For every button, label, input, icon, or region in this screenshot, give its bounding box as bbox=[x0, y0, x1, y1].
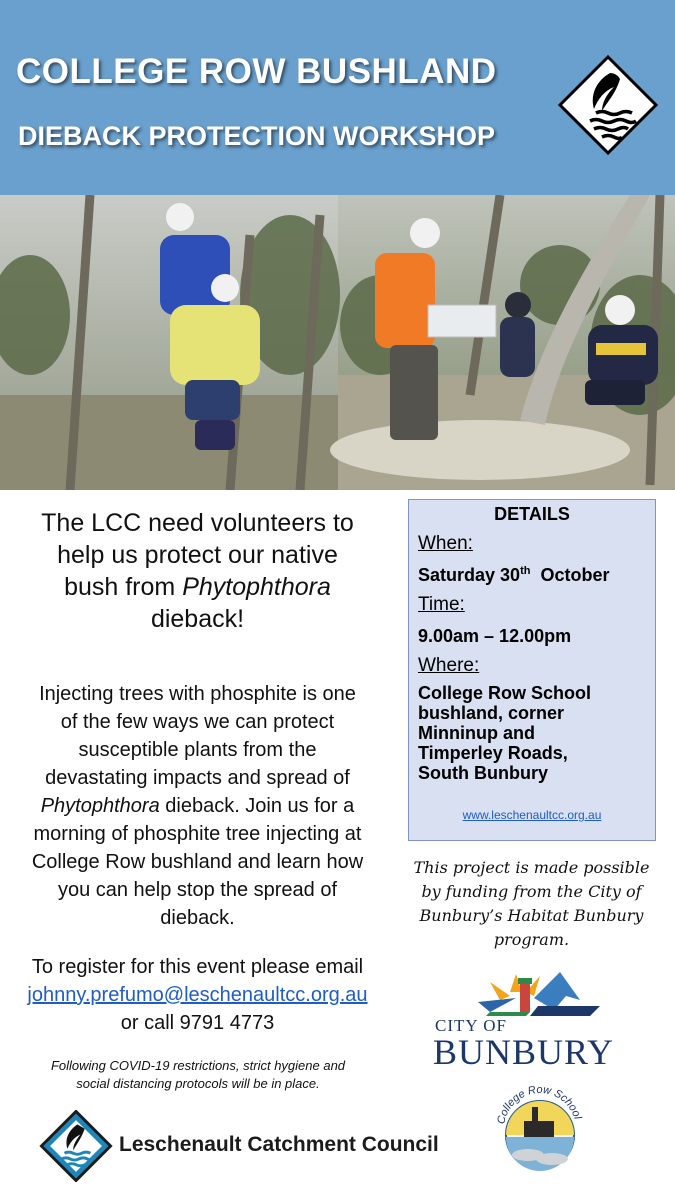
lead-species-name: Phytophthora bbox=[182, 573, 331, 601]
description-paragraph bbox=[0, 680, 395, 932]
where-line: College Row School bbox=[418, 683, 592, 703]
where-value bbox=[418, 683, 591, 783]
covid-line: social distancing protocols will be in place. bbox=[76, 1076, 320, 1091]
body-species-name: Phytophthora bbox=[40, 795, 160, 817]
body-line: susceptible plants from the bbox=[78, 739, 317, 761]
funding-note bbox=[404, 856, 659, 952]
time-label: Time: bbox=[418, 594, 465, 615]
body-line: of the few ways we can protect bbox=[60, 711, 335, 733]
body-line bbox=[0, 792, 395, 820]
lead-paragraph bbox=[0, 507, 395, 635]
register-line: To register for this event please email bbox=[31, 956, 364, 978]
details-heading: DETAILS bbox=[494, 504, 570, 524]
funding-line: Bunbury’s Habitat Bunbury bbox=[419, 906, 644, 925]
funding-line: by funding from the City of bbox=[421, 882, 642, 901]
lead-line: The LCC need volunteers to bbox=[41, 509, 354, 537]
register-info bbox=[0, 953, 395, 1037]
lead-line: dieback! bbox=[150, 605, 245, 633]
time-value: 9.00am – 12.00pm bbox=[418, 626, 572, 646]
when-day: Saturday 30 bbox=[418, 565, 521, 585]
school-logo-text: College Row School bbox=[495, 1083, 584, 1126]
website-link[interactable]: www.leschenaultcc.org.au bbox=[462, 808, 602, 822]
volunteers-photo bbox=[0, 195, 675, 490]
when-label: When: bbox=[418, 533, 473, 554]
poster-subtitle: DIEBACK PROTECTION WORKSHOP bbox=[18, 121, 496, 151]
where-line: South Bunbury bbox=[418, 763, 548, 783]
when-value bbox=[418, 565, 609, 586]
lead-line bbox=[0, 571, 395, 603]
bunbury-wordmark: BUNBURY bbox=[433, 1032, 615, 1072]
register-phone: or call 9791 4773 bbox=[120, 1012, 275, 1034]
where-line: Timperley Roads, bbox=[418, 743, 568, 763]
body-line: dieback. bbox=[160, 907, 235, 929]
college-row-school-logo-icon bbox=[488, 1077, 592, 1181]
lcc-logo-icon bbox=[38, 1110, 114, 1182]
header-banner bbox=[0, 0, 675, 195]
where-line: bushland, corner bbox=[418, 703, 565, 723]
poster-title: COLLEGE ROW BUSHLAND bbox=[16, 52, 497, 91]
covid-line: Following COVID-19 restrictions, strict hygiene and bbox=[50, 1058, 346, 1073]
register-email-link[interactable]: johnny.prefumo@leschenaultcc.org.au bbox=[27, 984, 368, 1006]
lead-line-prefix: bush from bbox=[64, 573, 183, 601]
city-of-label: CITY OF bbox=[435, 1016, 508, 1035]
funding-line: program. bbox=[493, 930, 570, 949]
body-line-rest: dieback. Join us for a bbox=[159, 795, 355, 817]
organisation-name: Leschenault Catchment Council bbox=[119, 1133, 439, 1156]
body-line: you can help stop the spread of bbox=[57, 879, 338, 901]
lcc-logo-icon bbox=[558, 55, 658, 155]
where-label: Where: bbox=[418, 655, 480, 676]
body-line: Injecting trees with phosphite is one bbox=[39, 683, 356, 705]
details-box bbox=[408, 499, 656, 841]
when-month: October bbox=[530, 565, 610, 585]
where-line: Minninup and bbox=[418, 723, 535, 743]
funding-line: This project is made possible bbox=[413, 858, 650, 877]
body-line: morning of phosphite tree injecting at bbox=[33, 823, 362, 845]
covid-notice bbox=[18, 1057, 378, 1093]
body-line: devastating impacts and spread of bbox=[45, 767, 350, 789]
when-ordinal: th bbox=[520, 565, 531, 577]
lead-line: help us protect our native bbox=[57, 541, 338, 569]
body-line: College Row bushland and learn how bbox=[31, 851, 364, 873]
